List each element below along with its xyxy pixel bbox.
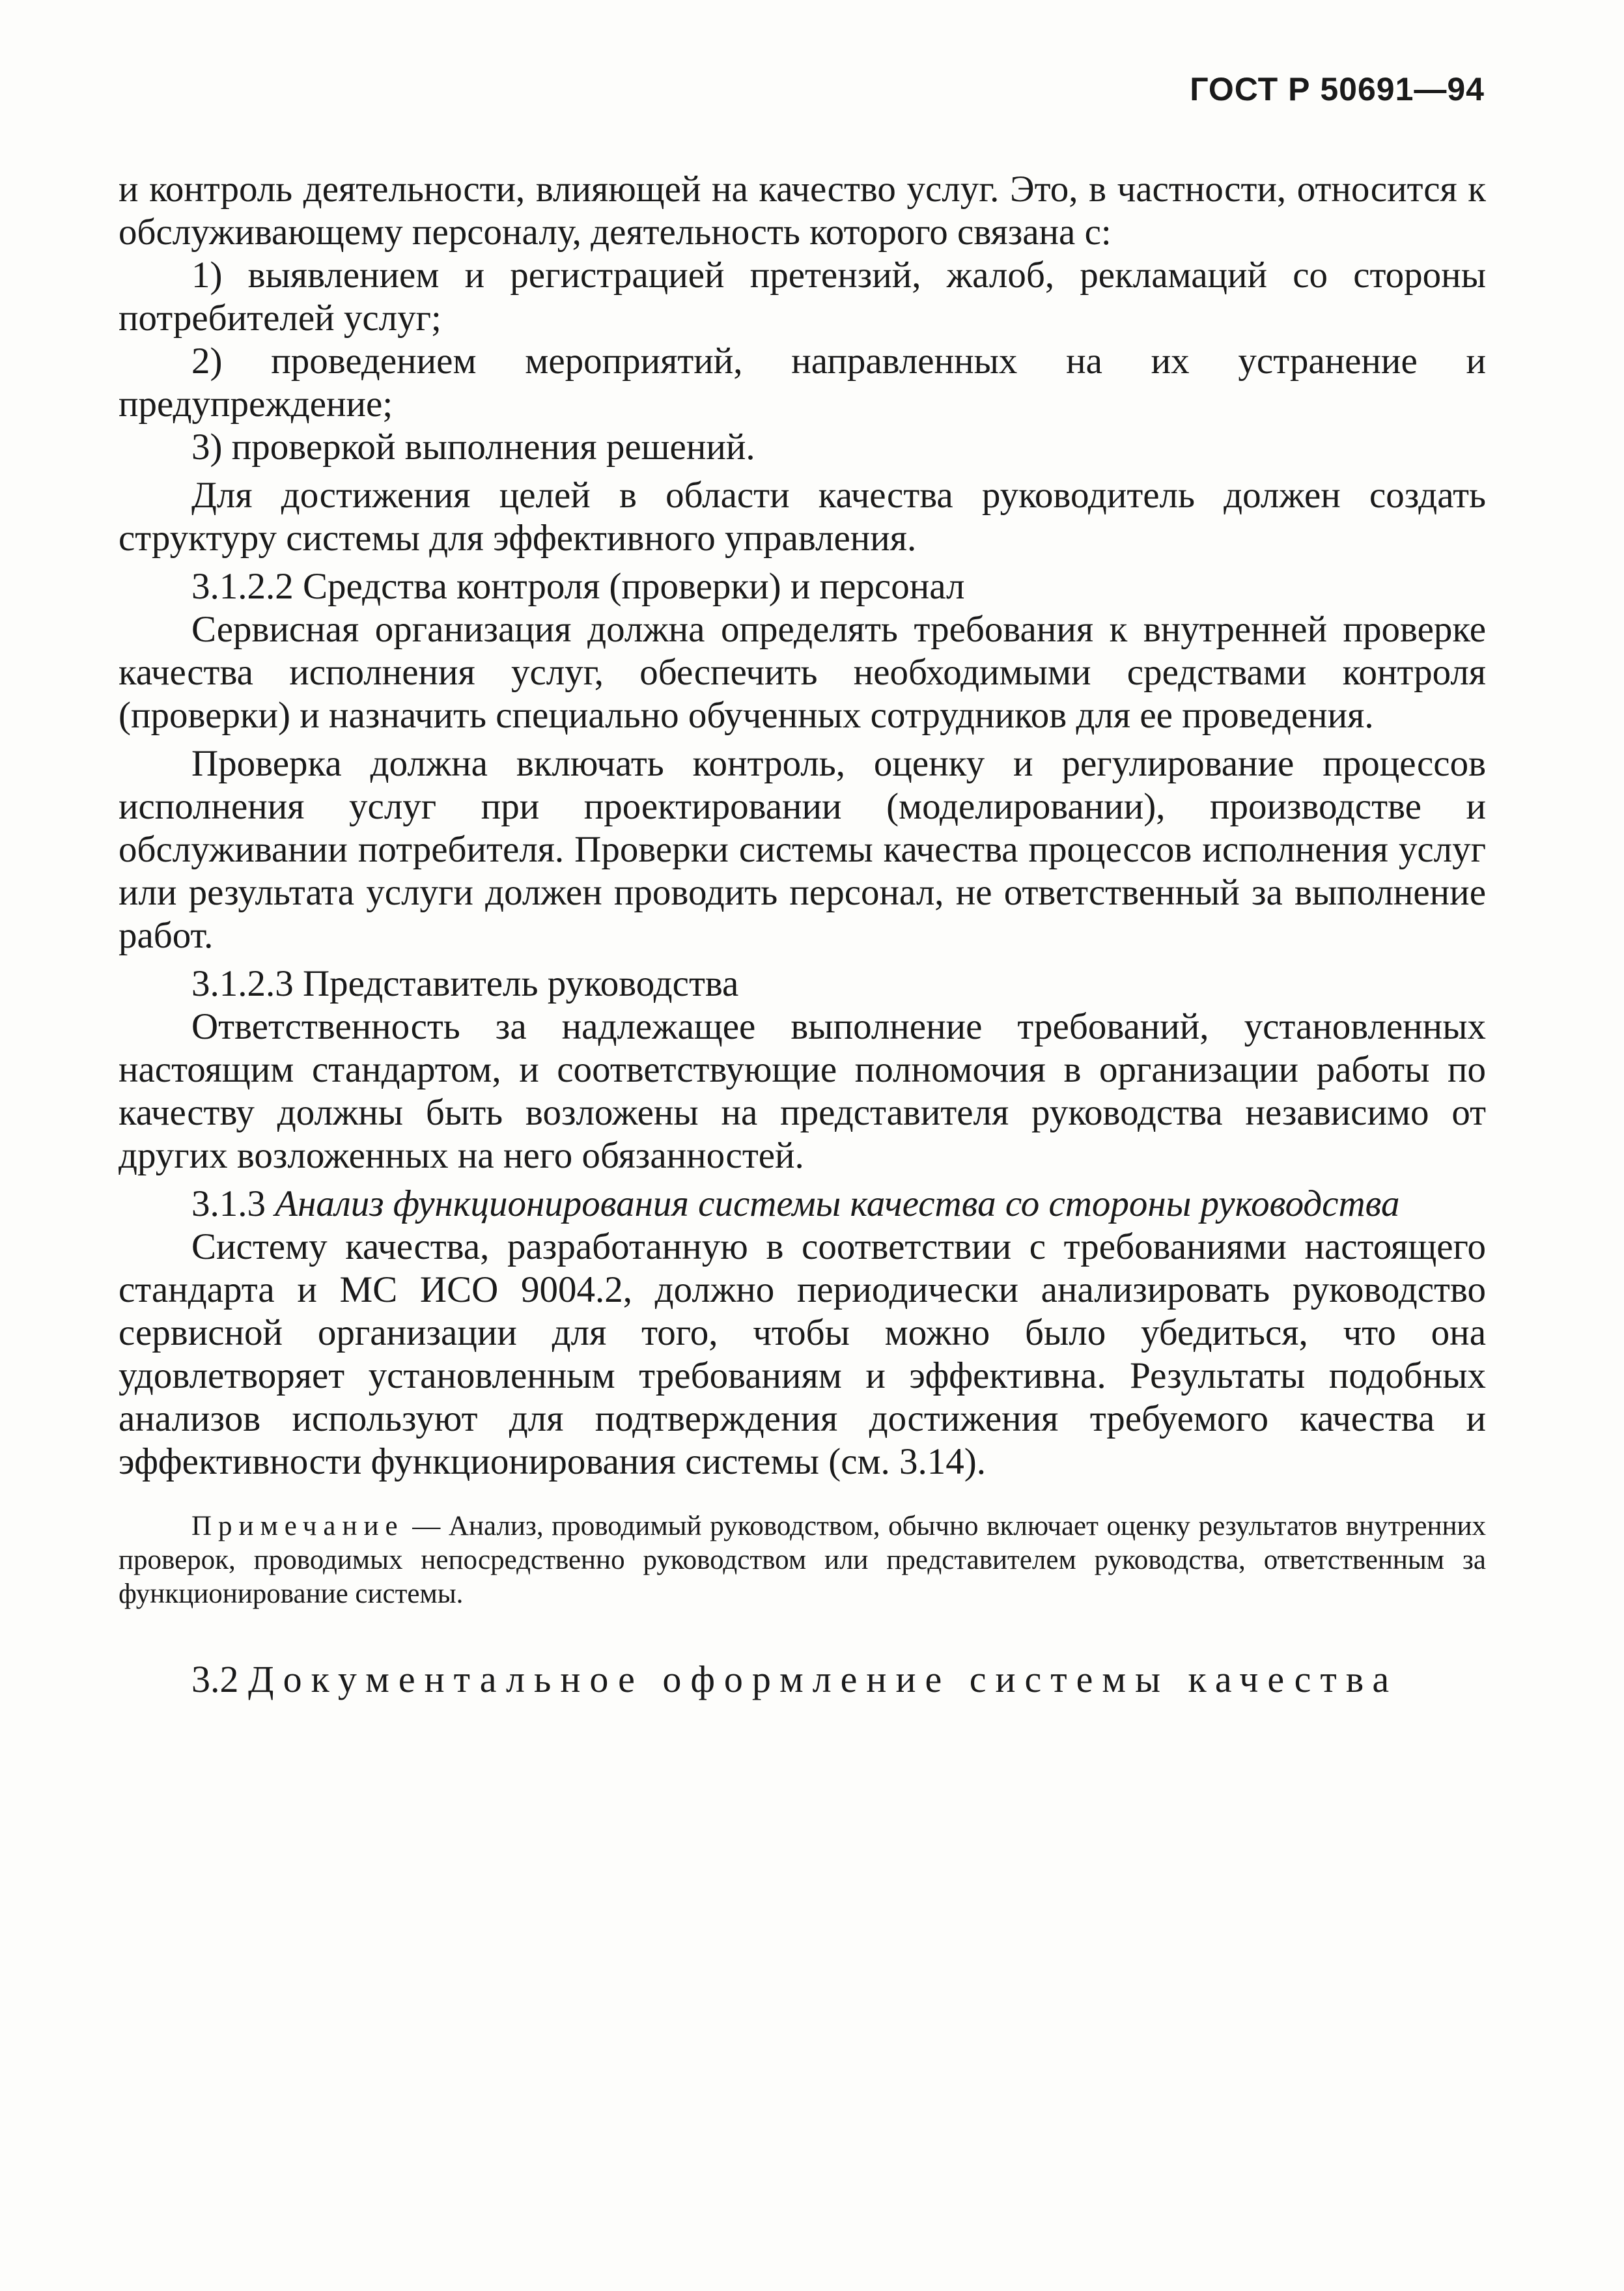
subsection-number: 3.1.3	[191, 1183, 266, 1224]
note-text: Анализ, проводимый руководством, обычно включает оценку результатов внутренних проверок, проводимых непосредственно руководством или представителем руководства, ответственным за функционирование системы.	[119, 1511, 1487, 1609]
section-title: Документальное оформление системы качества	[248, 1658, 1399, 1700]
standard-code-header: ГОСТ Р 50691—94	[1190, 71, 1485, 107]
subsection-paragraph: Ответственность за надлежащее выполнение требований, установленных настоящим стандартом, и соответствующие полномочия в организации работы по качеству должны быть возложены на представителя руководства независимо от других возложенных на него обязанностей.	[119, 1006, 1486, 1176]
subsection-paragraph: Систему качества, разработанную в соответствии с требованиями настоящего стандарта и МС ИСО 9004.2, должно периодически анализировать руководство сервисной организации для того, чтобы можно было убедиться, что она удовлетворяет установленным требованиям и эффективна. Результаты подобных анализов используют для подтверждения достижения требуемого качества и эффективности функционирования системы (см. 3.14).	[119, 1226, 1486, 1482]
note-label: Примечание	[191, 1511, 404, 1541]
subsection-heading-3-1-3	[119, 1183, 1486, 1226]
section-number: 3.2	[191, 1658, 239, 1700]
subsection-heading-3-1-2-3: 3.1.2.3 Представитель руководства	[191, 963, 739, 1004]
section-heading-3-2	[119, 1657, 1486, 1702]
note-dash: —	[404, 1511, 449, 1541]
note-block	[119, 1510, 1486, 1611]
list-item: 2) проведением мероприятий, направленных на их устранение и предупреждение;	[119, 341, 1486, 425]
management-paragraph: Для достижения целей в области качества руководитель должен создать структуру системы для эффективного управления.	[119, 475, 1486, 559]
page-content	[119, 168, 1486, 1702]
intro-paragraph: и контроль деятельности, влияющей на качество услуг. Это, в частности, относится к обслуживающему персоналу, деятельность которого связана с:	[119, 169, 1486, 253]
subsection-title: Анализ функционирования системы качества со стороны руководства	[275, 1183, 1400, 1224]
subsection-paragraph: Проверка должна включать контроль, оценку и регулирование процессов исполнения услуг при проектировании (моделировании), производстве и обслуживании потребителя. Проверки системы качества процессов исполнения услуг или результата услуги должен проводить персонал, не ответственный за выполнение работ.	[119, 743, 1486, 956]
subsection-paragraph: Сервисная организация должна определять требования к внутренней проверке качества исполнения услуг, обеспечить необходимыми средствами контроля (проверки) и назначить специально обученных сотрудников для ее проведения.	[119, 609, 1486, 736]
subsection-heading-3-1-2-2: 3.1.2.2 Средства контроля (проверки) и персонал	[191, 566, 965, 607]
list-item: 1) выявлением и регистрацией претензий, жалоб, рекламаций со стороны потребителей услуг;	[119, 255, 1486, 339]
list-item: 3) проверкой выполнения решений.	[191, 427, 755, 468]
